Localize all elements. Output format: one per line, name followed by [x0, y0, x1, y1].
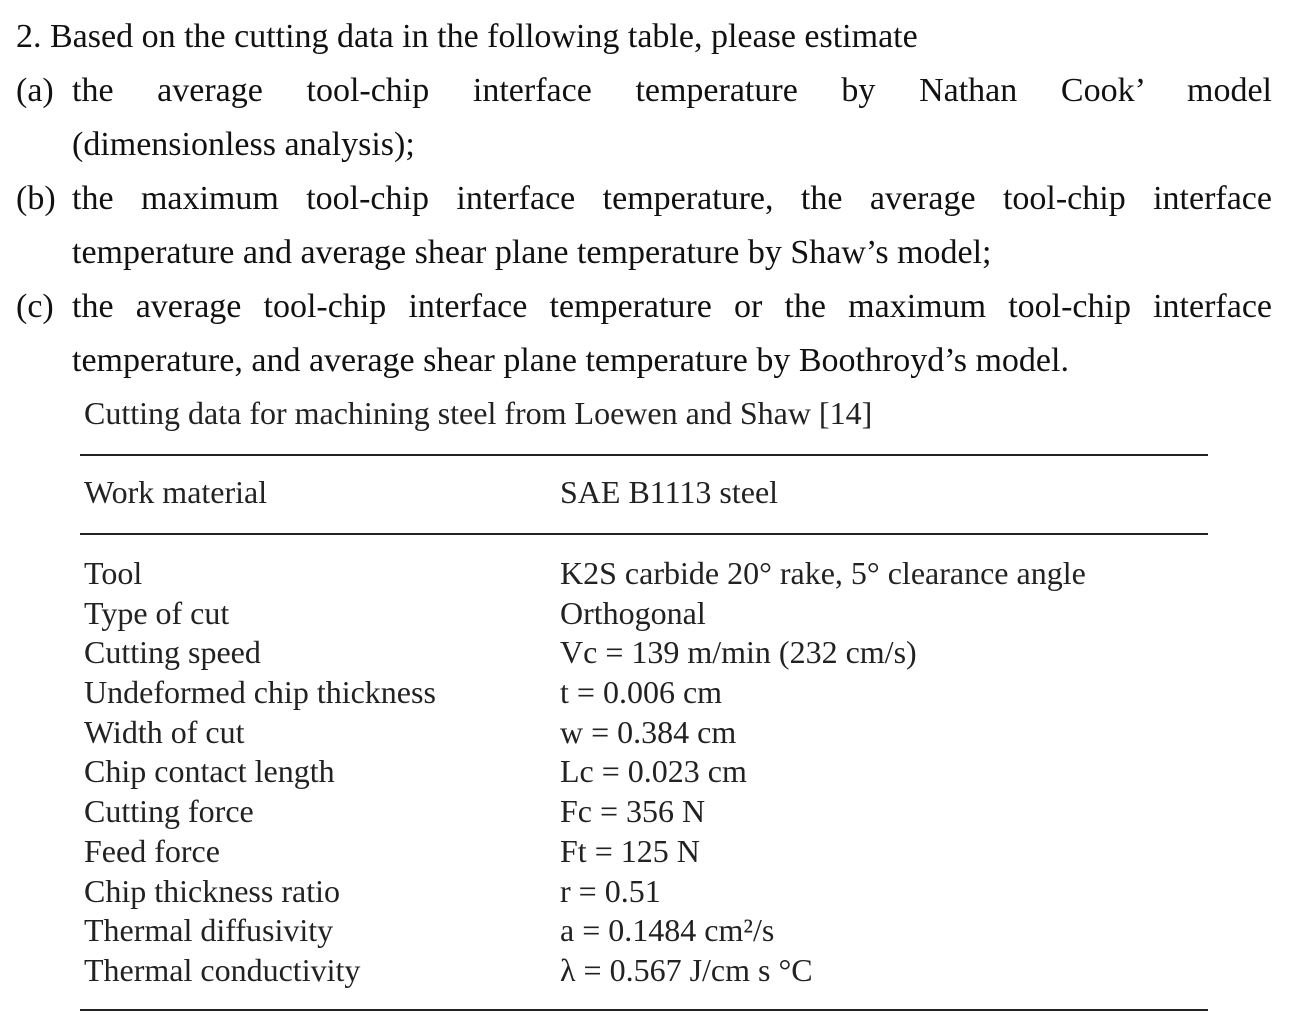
table-row	[84, 752, 1208, 792]
item-text-a	[72, 64, 1272, 172]
row-label: Chip contact length	[84, 753, 335, 790]
item-c-line-2: temperature, and average shear plane temperature by Boothroyd’s model.	[72, 342, 1069, 379]
row-value: Ft = 125 N	[560, 832, 700, 869]
table-row	[84, 792, 1208, 832]
row-value: Orthogonal	[560, 594, 706, 631]
row-label: Undeformed chip thickness	[84, 674, 436, 711]
row-value: r = 0.51	[560, 872, 661, 909]
header-label: Work material	[84, 474, 268, 510]
item-label-a: (a)	[16, 72, 54, 109]
table-row	[84, 951, 1208, 991]
question-text	[16, 10, 1272, 388]
table-top-rule	[80, 454, 1208, 456]
question-item-c	[16, 280, 1272, 388]
table-row	[84, 673, 1208, 713]
table-row	[84, 713, 1208, 753]
table-row	[84, 872, 1208, 912]
table-body	[84, 554, 1208, 991]
table-row	[84, 633, 1208, 673]
row-value: w = 0.384 cm	[560, 713, 737, 750]
row-value: t = 0.006 cm	[560, 674, 723, 711]
row-value: K2S carbide 20° rake, 5° clearance angle	[560, 555, 1086, 591]
item-text-b	[72, 172, 1272, 280]
item-text-c	[72, 280, 1272, 388]
header-value: SAE B1113 steel	[560, 474, 779, 510]
table-header-rule	[80, 533, 1208, 535]
item-c-line-1: the average tool-chip interface temperature or the maximum tool-chip interface	[72, 288, 1272, 325]
row-label: Tool	[84, 555, 143, 591]
item-a-line-1: the average tool-chip interface temperature by Nathan Cook’ model	[72, 72, 1272, 109]
row-value: a = 0.1484 cm²/s	[560, 912, 775, 949]
table-caption: Cutting data for machining steel from Loewen and Shaw [14]	[84, 395, 873, 431]
table-row	[84, 911, 1208, 951]
table-bottom-rule	[80, 1009, 1208, 1011]
row-label: Feed force	[84, 832, 220, 869]
row-label: Cutting force	[84, 793, 254, 830]
question-intro: 2. Based on the cutting data in the following table, please estimate	[16, 18, 918, 55]
item-a-line-2: (dimensionless analysis);	[72, 126, 415, 163]
table-row	[84, 554, 1208, 594]
item-b-line-2: temperature and average shear plane temperature by Shaw’s model;	[72, 234, 992, 271]
row-label: Cutting speed	[84, 634, 261, 671]
row-label: Thermal diffusivity	[84, 912, 334, 949]
table-row	[84, 832, 1208, 872]
table-row	[84, 594, 1208, 634]
item-label-c: (c)	[16, 288, 54, 325]
row-value: Fc = 356 N	[560, 793, 706, 830]
row-label: Width of cut	[84, 713, 245, 750]
row-label: Type of cut	[84, 594, 230, 631]
row-label: Chip thickness ratio	[84, 872, 340, 909]
row-value: λ = 0.567 J/cm s °C	[560, 951, 813, 988]
row-value: Lc = 0.023 cm	[560, 753, 747, 790]
item-b-line-1: the maximum tool-chip interface temperature, the average tool-chip interface	[72, 180, 1272, 217]
question-item-b	[16, 172, 1272, 280]
row-label: Thermal conductivity	[84, 951, 361, 988]
row-value: Vc = 139 m/min (232 cm/s)	[560, 634, 917, 671]
item-label-b: (b)	[16, 180, 56, 217]
question-item-a	[16, 64, 1272, 172]
